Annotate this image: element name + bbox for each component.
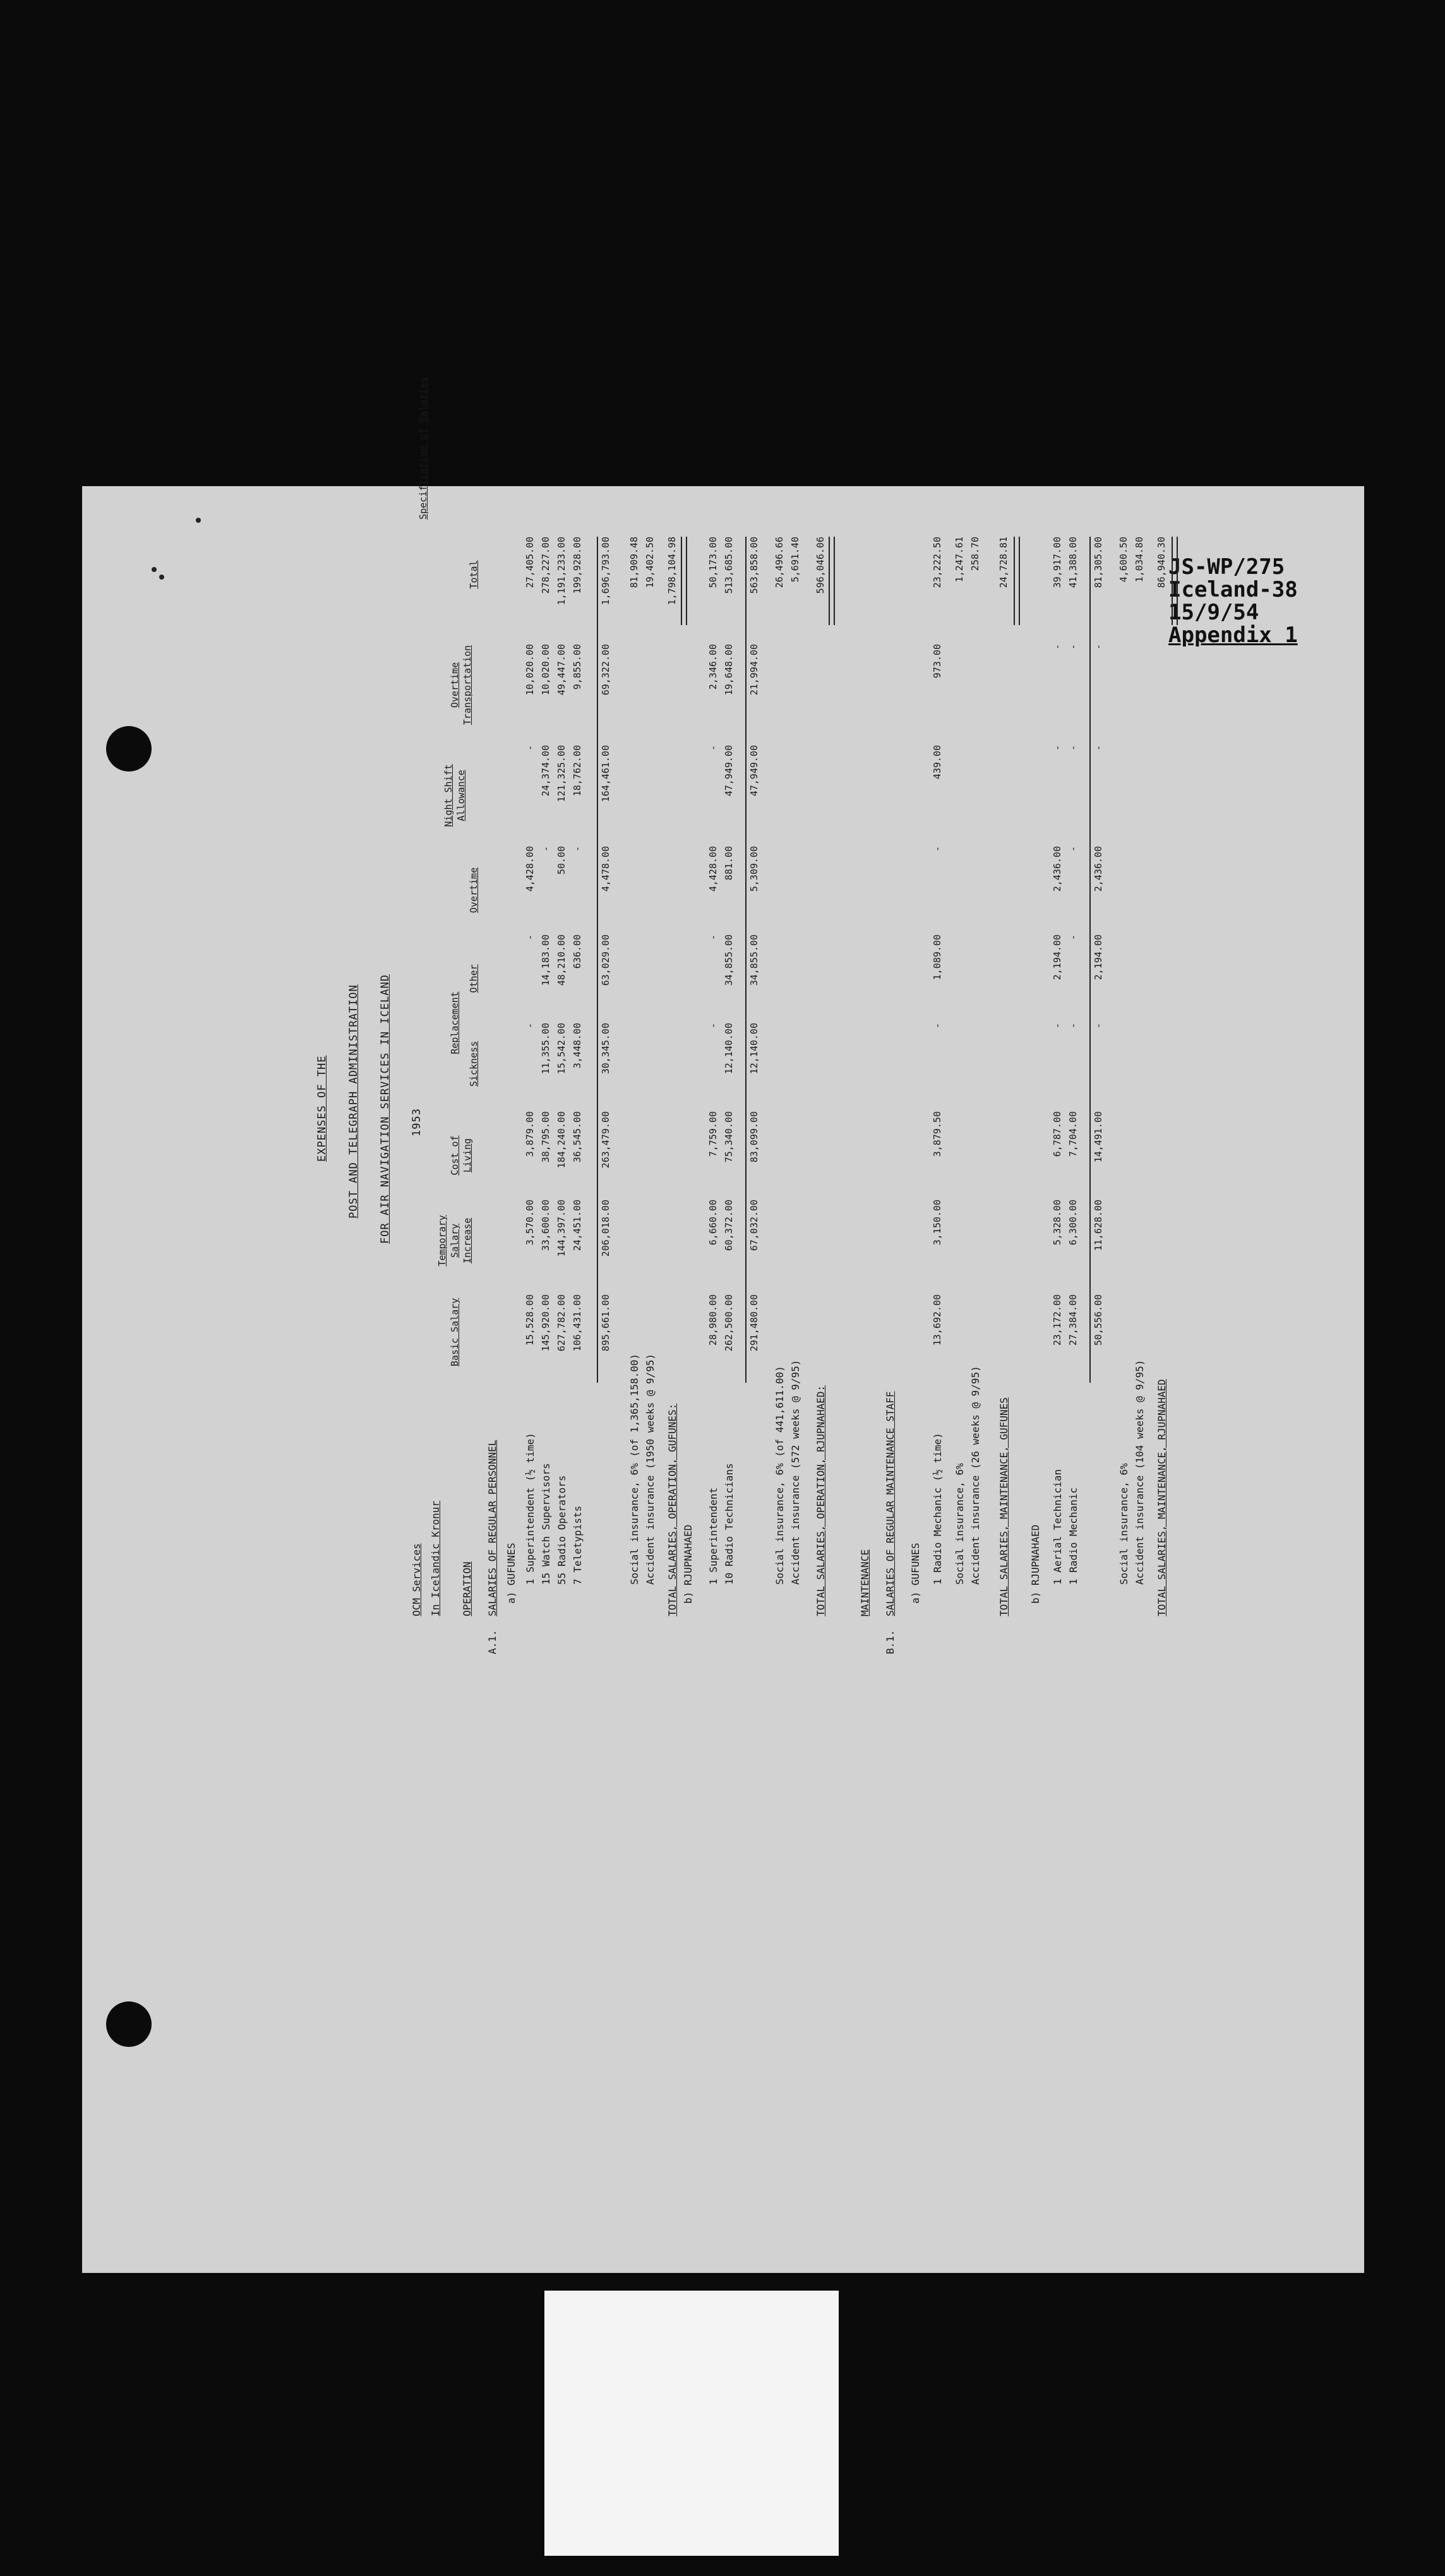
table-cell: 81,909.48 bbox=[628, 537, 640, 588]
table-cell: 28,980.00 bbox=[707, 1294, 719, 1346]
table-cell: 47,949.00 bbox=[748, 745, 760, 797]
row-label: Social insurance, 6% bbox=[1118, 1463, 1130, 1585]
row-label: Accident insurance (26 weeks @ 9/95) bbox=[969, 1366, 981, 1585]
table-cell: 34,855.00 bbox=[723, 934, 734, 986]
table-cell: 86,940.30 bbox=[1156, 537, 1167, 588]
table-cell: 144,397.00 bbox=[556, 1200, 567, 1257]
table-row bbox=[600, 347, 613, 1616]
table-cell: - bbox=[707, 745, 719, 751]
rotated-table bbox=[303, 347, 1168, 1654]
table-cell: 3,879.50 bbox=[932, 1111, 943, 1157]
row-label: 1 Radio Mechanic (½ time) bbox=[932, 1433, 944, 1585]
table-cell: 627,782.00 bbox=[556, 1294, 567, 1352]
row-label: 1 Superintendent bbox=[707, 1487, 719, 1585]
table-cell: 49,447.00 bbox=[556, 644, 567, 696]
row-label: 1 Aerial Technician bbox=[1052, 1469, 1064, 1585]
maintenance-heading: MAINTENANCE bbox=[859, 1549, 871, 1616]
sum-rule bbox=[745, 537, 746, 1383]
table-cell: 30,345.00 bbox=[600, 1023, 611, 1075]
col-cost-of-living: Cost of Living bbox=[449, 1135, 473, 1176]
table-cell: 881.00 bbox=[723, 846, 734, 881]
col-basic: Basic Salary bbox=[449, 1297, 460, 1367]
table-row bbox=[748, 347, 761, 1616]
table-cell: 19,648.00 bbox=[723, 644, 734, 696]
table-cell: 206,018.00 bbox=[600, 1200, 611, 1257]
table-cell: 5,328.00 bbox=[1052, 1200, 1063, 1246]
table-cell: 1,034.80 bbox=[1134, 537, 1145, 583]
table-cell: 10,020.00 bbox=[524, 644, 536, 696]
table-cell: 83,099.00 bbox=[748, 1111, 760, 1163]
title-line-1: EXPENSES OF THE bbox=[316, 1055, 328, 1162]
section-a1-title: SALARIES OF REGULAR PERSONNEL bbox=[486, 1440, 498, 1616]
table-cell: 12,140.00 bbox=[748, 1023, 760, 1075]
table-row bbox=[815, 347, 827, 1616]
table-row bbox=[524, 347, 537, 1616]
table-cell: 48,210.00 bbox=[556, 934, 567, 986]
table-row bbox=[572, 347, 584, 1616]
row-label: TOTAL SALARIES, MAINTENANCE, RJUPNAHAED bbox=[1156, 1379, 1168, 1616]
table-cell: 24,451.00 bbox=[572, 1200, 583, 1251]
table-cell: 50.00 bbox=[556, 846, 567, 875]
table-row bbox=[1156, 347, 1168, 1616]
table-cell: - bbox=[1093, 644, 1104, 650]
table-cell: 895,661.00 bbox=[600, 1294, 611, 1352]
table-cell: 63,029.00 bbox=[600, 934, 611, 986]
row-label: a) GUFUNES bbox=[909, 1542, 921, 1604]
table-row bbox=[1052, 347, 1064, 1616]
table-cell: 199,928.00 bbox=[572, 537, 583, 594]
col-ot-transport: Overtime Transportation bbox=[449, 645, 473, 725]
table-cell: 26,496.66 bbox=[774, 537, 785, 588]
table-row bbox=[1093, 347, 1105, 1616]
table-cell: 106,431.00 bbox=[572, 1294, 583, 1352]
table-row bbox=[1134, 347, 1146, 1616]
table-cell: 439.00 bbox=[932, 745, 943, 780]
document-reference-block bbox=[1168, 556, 1298, 647]
table-cell: 1,798,104.98 bbox=[666, 537, 678, 605]
total-double-rule bbox=[829, 537, 835, 625]
table-cell: 14,491.00 bbox=[1093, 1111, 1104, 1163]
row-label: Social insurance, 6% bbox=[954, 1463, 966, 1585]
table-cell: 121,325.00 bbox=[556, 745, 567, 802]
table-cell: 7,759.00 bbox=[707, 1111, 719, 1157]
table-cell: - bbox=[932, 846, 943, 852]
table-row bbox=[954, 347, 966, 1616]
table-cell: 11,355.00 bbox=[540, 1023, 551, 1075]
table-row bbox=[789, 347, 802, 1616]
table-cell: 12,140.00 bbox=[723, 1023, 734, 1075]
table-cell: 2,436.00 bbox=[1093, 846, 1104, 892]
row-label: 10 Radio Technicians bbox=[723, 1463, 735, 1585]
table-cell: 262,500.00 bbox=[723, 1294, 734, 1352]
ref-line-1: JS-WP/275 bbox=[1168, 554, 1285, 580]
table-cell: - bbox=[1093, 745, 1104, 751]
table-cell: 24,374.00 bbox=[540, 745, 551, 797]
table-cell: - bbox=[524, 934, 536, 941]
table-cell: 67,032.00 bbox=[748, 1200, 760, 1251]
total-double-rule bbox=[1172, 537, 1178, 625]
table-cell: - bbox=[1067, 745, 1079, 751]
table-cell: 636.00 bbox=[572, 934, 583, 969]
speck bbox=[196, 518, 201, 523]
table-cell: 1,089.00 bbox=[932, 934, 943, 981]
table-row bbox=[540, 347, 553, 1616]
table-cell: - bbox=[572, 846, 583, 852]
table-row bbox=[774, 347, 786, 1616]
table-cell: 7,704.00 bbox=[1067, 1111, 1079, 1157]
sum-rule bbox=[1089, 537, 1091, 1383]
table-cell: 13,692.00 bbox=[932, 1294, 943, 1346]
title-line-3: FOR AIR NAVIGATION SERVICES IN ICELAND bbox=[379, 974, 392, 1244]
row-label: 7 Teletypists bbox=[572, 1505, 584, 1585]
col-spec: Specification of Salaries bbox=[417, 377, 429, 520]
table-cell: 596,046.06 bbox=[815, 537, 826, 594]
table-cell: 6,787.00 bbox=[1052, 1111, 1063, 1157]
table-cell: 145,920.00 bbox=[540, 1294, 551, 1352]
ref-line-4: Appendix 1 bbox=[1168, 623, 1298, 648]
col-total: Total bbox=[468, 560, 479, 589]
row-label: b) RJUPNAHAED bbox=[1029, 1524, 1041, 1604]
table-cell: - bbox=[540, 846, 551, 852]
table-cell: 50,556.00 bbox=[1093, 1294, 1104, 1346]
table-row bbox=[628, 347, 641, 1616]
table-cell: 24,728.81 bbox=[998, 537, 1009, 588]
table-row bbox=[707, 347, 720, 1616]
total-double-rule bbox=[681, 537, 687, 625]
archive-label-card bbox=[544, 2291, 839, 2556]
table-cell: - bbox=[1052, 1023, 1063, 1029]
table-cell: - bbox=[1067, 1023, 1079, 1029]
sum-rule bbox=[597, 537, 598, 1383]
row-label: TOTAL SALARIES, MAINTENANCE, GUFUNES bbox=[998, 1397, 1010, 1616]
table-cell: 973.00 bbox=[932, 644, 943, 679]
row-label: TOTAL SALARIES, OPERATION, GUFUNES: bbox=[666, 1403, 678, 1616]
col-night-shift: Night Shift Allowance bbox=[443, 764, 467, 827]
col-temp: Temporary Salary Increase bbox=[436, 1215, 473, 1267]
punch-hole-top bbox=[106, 726, 152, 772]
col-overtime: Overtime bbox=[468, 867, 479, 914]
row-label: 55 Radio Operators bbox=[556, 1475, 568, 1585]
row-label: Accident insurance (1950 weeks @ 9/95) bbox=[644, 1353, 656, 1585]
table-cell: 60,372.00 bbox=[723, 1200, 734, 1251]
table-cell: 1,696,793.00 bbox=[600, 537, 611, 605]
table-cell: 11,628.00 bbox=[1093, 1200, 1104, 1251]
subsection-a-gufunes: a) GUFUNES bbox=[505, 1542, 517, 1604]
table-cell: 278,227.00 bbox=[540, 537, 551, 594]
table-cell: 39,917.00 bbox=[1052, 537, 1063, 588]
table-cell: 15,528.00 bbox=[524, 1294, 536, 1346]
currency-note: In Icelandic Kronur bbox=[429, 1500, 441, 1616]
table-cell: 23,222.50 bbox=[932, 537, 943, 588]
ref-line-2: Iceland-38 bbox=[1168, 577, 1298, 602]
table-row bbox=[969, 347, 982, 1616]
table-cell: 1,191,233.00 bbox=[556, 537, 567, 605]
table-cell: 164,461.00 bbox=[600, 745, 611, 802]
row-label: 1 Radio Mechanic bbox=[1067, 1487, 1079, 1585]
table-cell: 6,660.00 bbox=[707, 1200, 719, 1246]
table-cell: 563,858.00 bbox=[748, 537, 760, 594]
section-b1-title: SALARIES OF REGULAR MAINTENANCE STAFF bbox=[884, 1391, 896, 1616]
table-cell: 81,305.00 bbox=[1093, 537, 1104, 588]
table-cell: 38,795.00 bbox=[540, 1111, 551, 1163]
row-label: Accident insurance (572 weeks @ 9/95) bbox=[789, 1359, 801, 1585]
table-cell: - bbox=[1093, 1023, 1104, 1029]
table-cell: 291,480.00 bbox=[748, 1294, 760, 1352]
row-label: Accident insurance (104 weeks @ 9/95) bbox=[1134, 1359, 1146, 1585]
table-cell: 3,879.00 bbox=[524, 1111, 536, 1157]
table-cell: 5,691.40 bbox=[789, 537, 801, 583]
col-sickness: Sickness bbox=[468, 1041, 479, 1087]
table-cell: 2,346.00 bbox=[707, 644, 719, 690]
row-label: Social insurance, 6% (of 1,365,158.00) bbox=[628, 1353, 640, 1585]
row-label: TOTAL SALARIES, OPERATION, RJUPNAHAED: bbox=[815, 1385, 827, 1616]
table-cell: 34,855.00 bbox=[748, 934, 760, 986]
table-cell: 263,479.00 bbox=[600, 1111, 611, 1169]
table-cell: 3,150.00 bbox=[932, 1200, 943, 1246]
table-cell: 3,570.00 bbox=[524, 1200, 536, 1246]
table-cell: - bbox=[707, 934, 719, 941]
table-row bbox=[644, 347, 657, 1616]
punch-hole-bottom bbox=[106, 2001, 152, 2047]
table-cell: 27,405.00 bbox=[524, 537, 536, 588]
table-row bbox=[909, 347, 922, 1616]
table-cell: 1,247.61 bbox=[954, 537, 965, 583]
title-line-2: POST AND TELEGRAPH ADMINISTRATION bbox=[347, 984, 360, 1219]
table-cell: - bbox=[1067, 644, 1079, 650]
row-label: Social insurance, 6% (of 441,611.00) bbox=[774, 1366, 786, 1585]
table-cell: 41,388.00 bbox=[1067, 537, 1079, 588]
table-row bbox=[556, 347, 568, 1616]
ocm-services: OCM Services bbox=[411, 1543, 423, 1616]
table-cell: 19,402.50 bbox=[644, 537, 656, 588]
table-cell: - bbox=[524, 1023, 536, 1029]
table-row bbox=[723, 347, 736, 1616]
table-cell: 36,545.00 bbox=[572, 1111, 583, 1163]
table-cell: 75,340.00 bbox=[723, 1111, 734, 1163]
table-cell: - bbox=[707, 1023, 719, 1029]
section-a1-number: A.1. bbox=[486, 1630, 498, 1654]
operation-heading: OPERATION bbox=[461, 1561, 473, 1616]
table-cell: 9,855.00 bbox=[572, 644, 583, 690]
table-cell: - bbox=[1052, 745, 1063, 751]
table-row bbox=[1067, 347, 1080, 1616]
table-cell: 33,600.00 bbox=[540, 1200, 551, 1251]
table-cell: 18,762.00 bbox=[572, 745, 583, 797]
col-replacement: Replacement bbox=[449, 991, 460, 1054]
table-row bbox=[1118, 347, 1130, 1616]
table-row bbox=[1029, 347, 1042, 1616]
table-row bbox=[666, 347, 679, 1616]
table-cell: 14,183.00 bbox=[540, 934, 551, 986]
table-cell: - bbox=[524, 745, 536, 751]
table-cell: 21,994.00 bbox=[748, 644, 760, 696]
table-cell: 2,194.00 bbox=[1052, 934, 1063, 981]
row-label: 1 Superintendent (½ time) bbox=[524, 1433, 536, 1585]
col-other: Other bbox=[468, 964, 479, 993]
table-cell: 2,194.00 bbox=[1093, 934, 1104, 981]
subsection-b-rjupnahaed: b) RJUPNAHAED bbox=[682, 1524, 694, 1604]
table-cell: 4,428.00 bbox=[524, 846, 536, 892]
table-cell: 2,436.00 bbox=[1052, 846, 1063, 892]
table-cell: 15,542.00 bbox=[556, 1023, 567, 1075]
table-cell: 23,172.00 bbox=[1052, 1294, 1063, 1346]
table-cell: 47,949.00 bbox=[723, 745, 734, 797]
table-cell: 3,448.00 bbox=[572, 1023, 583, 1069]
year-label: 1953 bbox=[411, 1108, 423, 1136]
table-cell: 5,309.00 bbox=[748, 846, 760, 892]
table-cell: - bbox=[932, 1023, 943, 1029]
ref-line-3: 15/9/54 bbox=[1168, 600, 1259, 625]
table-row bbox=[998, 347, 1010, 1616]
table-cell: - bbox=[1067, 934, 1079, 941]
table-cell: 50,173.00 bbox=[707, 537, 719, 588]
table-cell: 27,384.00 bbox=[1067, 1294, 1079, 1346]
table-cell: 4,478.00 bbox=[600, 846, 611, 892]
table-cell: 4,600.50 bbox=[1118, 537, 1129, 583]
table-cell: 6,300.00 bbox=[1067, 1200, 1079, 1246]
speck bbox=[152, 567, 157, 572]
table-cell: 258.70 bbox=[969, 537, 981, 571]
table-cell: 10,020.00 bbox=[540, 644, 551, 696]
table-cell: 4,428.00 bbox=[707, 846, 719, 892]
total-double-rule bbox=[1014, 537, 1020, 625]
section-b1-number: B.1. bbox=[884, 1630, 896, 1654]
table-cell: 69,322.00 bbox=[600, 644, 611, 696]
table-cell: 184,240.00 bbox=[556, 1111, 567, 1169]
row-label: 15 Watch Supervisors bbox=[540, 1463, 552, 1585]
table-cell: 513,685.00 bbox=[723, 537, 734, 594]
table-cell: - bbox=[1067, 846, 1079, 852]
table-cell: - bbox=[1052, 644, 1063, 650]
speck bbox=[159, 575, 164, 580]
table-row bbox=[932, 347, 944, 1616]
